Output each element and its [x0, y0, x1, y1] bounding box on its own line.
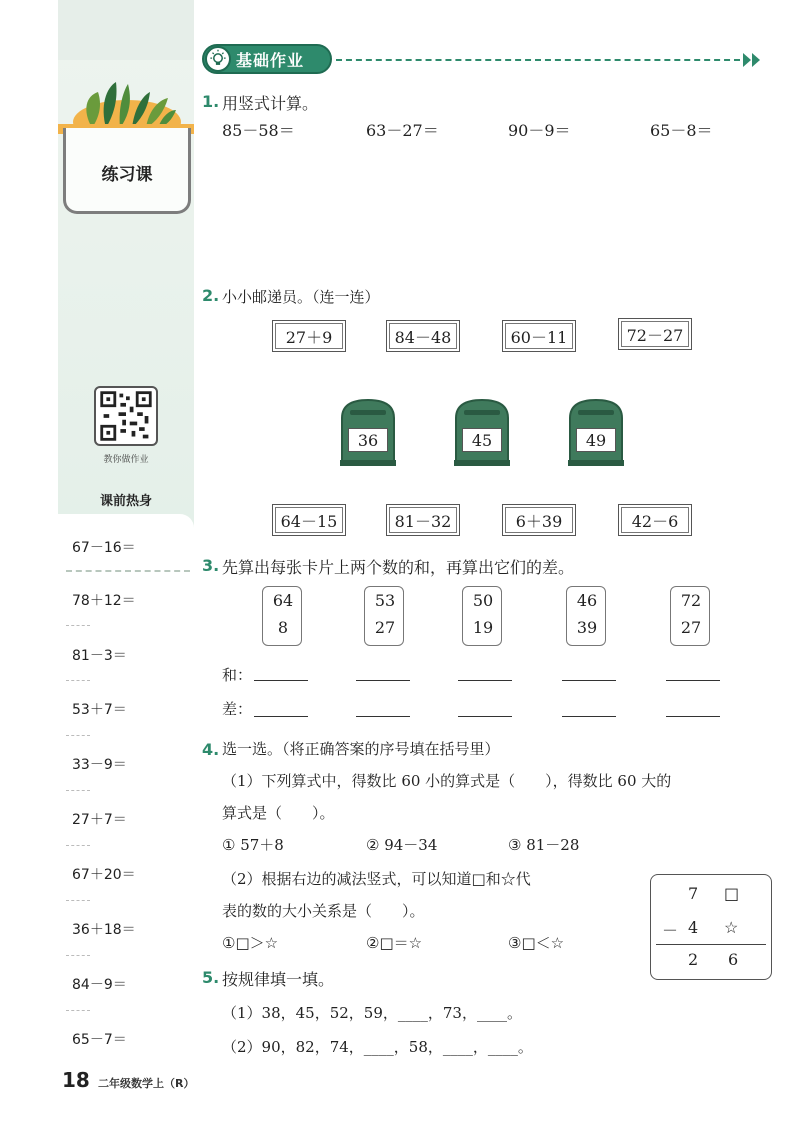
equation: 63－27＝: [366, 121, 439, 140]
option[interactable]: ③□＜☆: [508, 934, 565, 952]
expression-card[interactable]: 6＋39: [502, 504, 576, 536]
option[interactable]: ① 57＋8: [222, 836, 284, 854]
warmup-item: 81－3＝: [72, 648, 127, 664]
card-top-number: 46: [576, 591, 598, 610]
vertical-digit: □: [724, 884, 740, 903]
question-title: 小小邮递员。（连一连）: [222, 288, 380, 306]
vertical-digit: 4: [688, 918, 699, 937]
question-title: 选一选。（将正确答案的序号填在括号里）: [222, 740, 500, 758]
answer-dash: [66, 1010, 90, 1011]
answer-blank[interactable]: [356, 716, 410, 717]
card-bottom-number: 27: [374, 618, 396, 637]
option[interactable]: ② 94－34: [366, 836, 438, 854]
lightbulb-icon: [205, 46, 231, 72]
option[interactable]: ②□＝☆: [366, 934, 423, 952]
expression-card[interactable]: 72－27: [618, 318, 692, 350]
option[interactable]: ③ 81－28: [508, 836, 580, 854]
card-top-number: 72: [680, 591, 702, 610]
minus-sign: －: [662, 921, 679, 940]
answer-blank[interactable]: [254, 716, 308, 717]
equation: 90－9＝: [508, 121, 571, 140]
answer-blank[interactable]: [458, 716, 512, 717]
equation: 85－58＝: [222, 121, 295, 140]
answer-dash: [66, 790, 90, 791]
sum-label: 和：: [222, 666, 253, 684]
equation: 65－8＝: [650, 121, 713, 140]
card-bottom-number: 19: [472, 618, 494, 637]
number-card: [262, 586, 302, 646]
mailbox-number: 49: [576, 428, 616, 452]
page-number: 18: [62, 1068, 90, 1092]
warmup-item: 65－7＝: [72, 1032, 127, 1048]
vertical-digit: 2: [688, 950, 699, 969]
question-text: （2）根据右边的减法竖式，可以知道□和☆代: [222, 870, 531, 888]
answer-blank[interactable]: [458, 680, 512, 681]
warmup-title: 课前热身: [99, 494, 152, 509]
qr-code-icon[interactable]: [94, 386, 158, 446]
warmup-divider: [66, 570, 190, 572]
answer-dash: [66, 735, 90, 736]
vertical-digit: 6: [728, 950, 739, 969]
question-number: 2.: [202, 286, 220, 305]
lesson-title: 练习课: [101, 165, 153, 185]
card-top-number: 50: [472, 591, 494, 610]
number-card: [462, 586, 502, 646]
mailbox-number: 36: [348, 428, 388, 452]
qr-caption: 教你做作业: [103, 455, 149, 465]
expression-card[interactable]: 81－32: [386, 504, 460, 536]
option[interactable]: ①□＞☆: [222, 934, 279, 952]
mailbox-number: 45: [462, 428, 502, 452]
question-number: 1.: [202, 92, 220, 111]
card-top-number: 53: [374, 591, 396, 610]
question-number: 3.: [202, 556, 220, 575]
expression-card[interactable]: 84－48: [386, 320, 460, 352]
number-card: [670, 586, 710, 646]
answer-dash: [66, 625, 90, 626]
question-text: 表的数的大小关系是（ ）。: [222, 902, 425, 920]
warmup-item: 67－16＝: [72, 540, 136, 556]
answer-dash: [66, 955, 90, 956]
warmup-item: 53＋7＝: [72, 702, 127, 718]
answer-blank[interactable]: [666, 680, 720, 681]
section-title: 基础作业: [236, 51, 305, 70]
section-rule: [336, 59, 740, 61]
answer-dash: [66, 900, 90, 901]
answer-blank[interactable]: [562, 680, 616, 681]
expression-card[interactable]: 60－11: [502, 320, 576, 352]
question-text: 算式是（ ）。: [222, 804, 335, 822]
difference-label: 差：: [222, 700, 253, 718]
expression-card[interactable]: 64－15: [272, 504, 346, 536]
answer-blank[interactable]: [254, 680, 308, 681]
answer-dash: [66, 680, 90, 681]
double-arrow-icon: [742, 51, 762, 69]
card-top-number: 64: [272, 591, 294, 610]
expression-card[interactable]: 42－6: [618, 504, 692, 536]
question-number: 4.: [202, 740, 220, 759]
book-title: 二年级数学上（R）: [98, 1077, 195, 1090]
plant-illustration-icon: [72, 70, 182, 130]
answer-blank[interactable]: [562, 716, 616, 717]
sidebar-top-shade: [58, 0, 194, 60]
vertical-rule: [656, 944, 766, 945]
warmup-item: 33－9＝: [72, 757, 127, 773]
vertical-digit: 7: [688, 884, 699, 903]
card-bottom-number: 8: [277, 618, 289, 637]
card-bottom-number: 39: [576, 618, 598, 637]
sequence-line[interactable]: （1）38，45，52，59，____，73，____。: [222, 1004, 522, 1022]
question-title: 先算出每张卡片上两个数的和，再算出它们的差。: [222, 558, 575, 577]
answer-blank[interactable]: [356, 680, 410, 681]
question-number: 5.: [202, 968, 220, 987]
question-title: 用竖式计算。: [222, 94, 319, 113]
question-title: 按规律填一填。: [222, 970, 335, 989]
answer-blank[interactable]: [666, 716, 720, 717]
warmup-item: 36＋18＝: [72, 922, 136, 938]
card-bottom-number: 27: [680, 618, 702, 637]
answer-dash: [66, 845, 90, 846]
warmup-item: 78＋12＝: [72, 593, 136, 609]
expression-card[interactable]: 27＋9: [272, 320, 346, 352]
vertical-digit: ☆: [724, 918, 739, 937]
question-text: （1）下列算式中，得数比 60 小的算式是（ ），得数比 60 大的: [222, 772, 672, 790]
number-card: [364, 586, 404, 646]
warmup-item: 67＋20＝: [72, 867, 136, 883]
number-card: [566, 586, 606, 646]
warmup-item: 84－9＝: [72, 977, 127, 993]
sequence-line[interactable]: （2）90，82，74，____，58，____，____。: [222, 1038, 533, 1056]
warmup-item: 27＋7＝: [72, 812, 127, 828]
